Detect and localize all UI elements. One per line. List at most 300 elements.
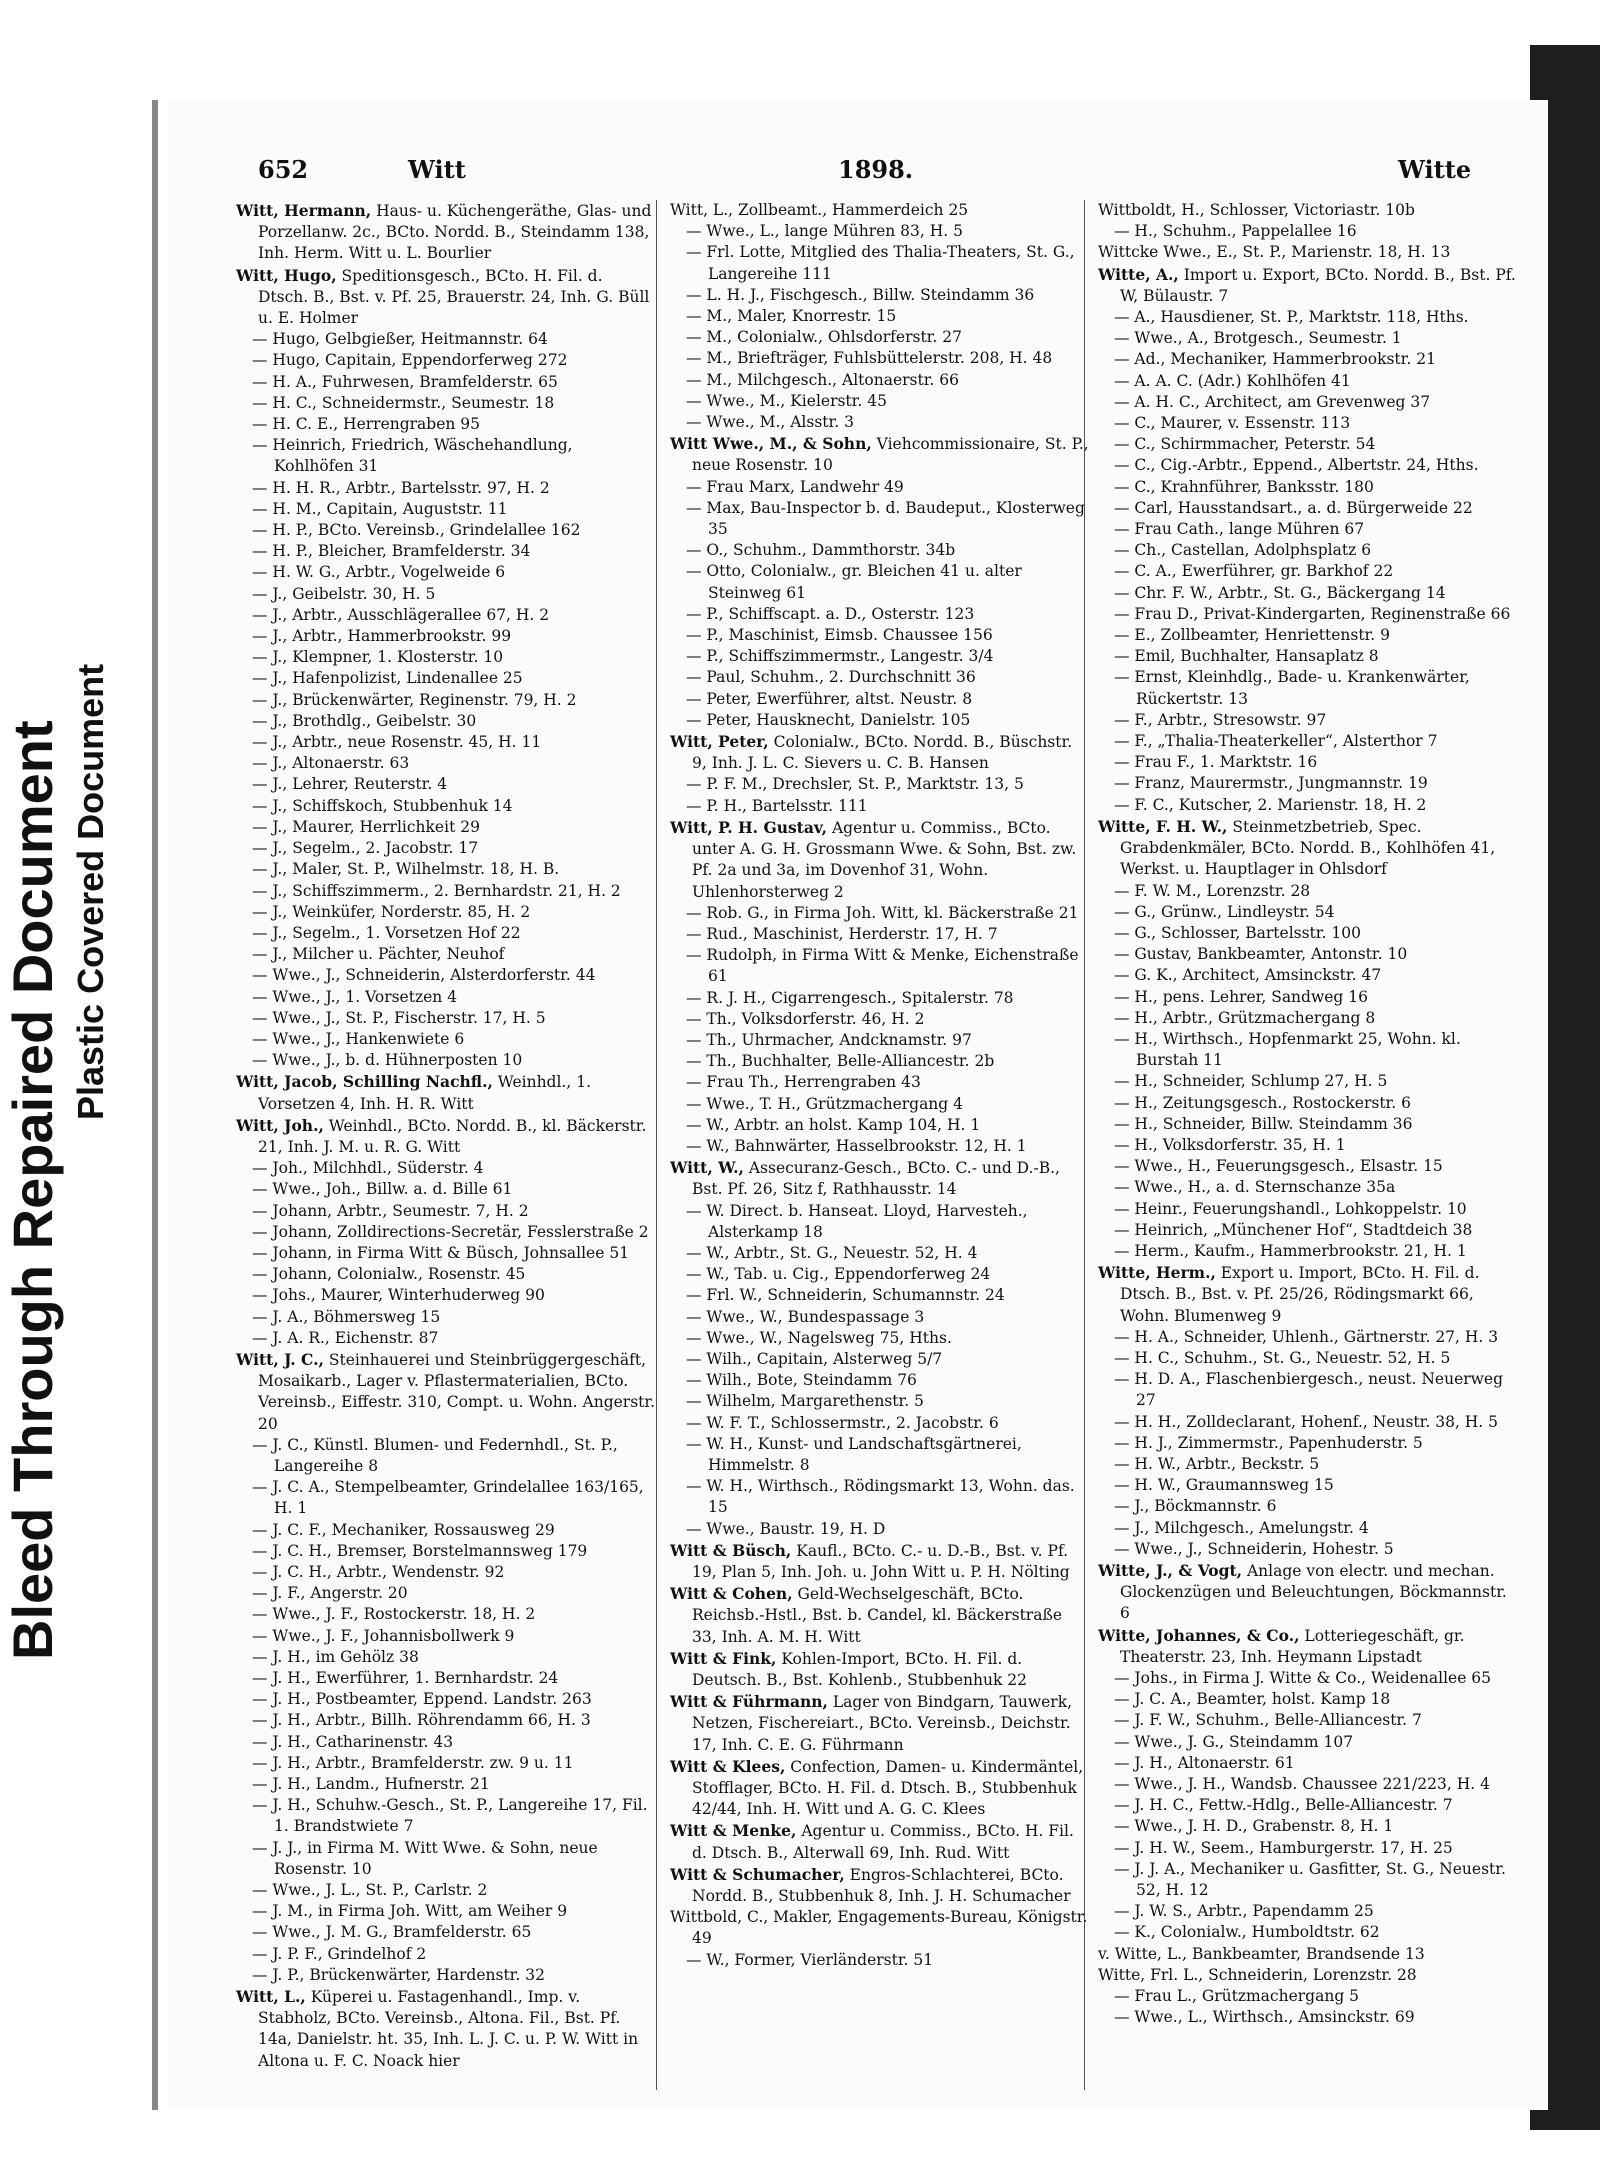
directory-entry — [1098, 371, 1518, 392]
directory-entry — [670, 1157, 1090, 1200]
directory-entry — [236, 520, 656, 541]
entry-text: — Wwe., L., Wirthsch., Amsinckstr. 69 — [1114, 2008, 1415, 2027]
directory-entry — [236, 796, 656, 817]
entry-text: — H. W., Graumannsweg 15 — [1114, 1476, 1334, 1495]
entry-text: — Wwe., T. H., Grützmachergang 4 — [686, 1094, 964, 1113]
directory-entry — [1098, 1732, 1518, 1753]
entry-text: Engros-Schlachterei, BCto. Nordd. B., Stubbenhuk 8, Inh. J. H. Schumacher — [692, 1865, 1071, 1906]
entry-text: — H. P., BCto. Vereinsb., Grindelallee 162 — [252, 521, 581, 540]
directory-entry — [1098, 1071, 1518, 1092]
directory-entry — [236, 753, 656, 774]
directory-entry — [670, 710, 1090, 731]
entry-text: — Peter, Hausknecht, Danielstr. 105 — [686, 710, 971, 729]
directory-entry — [1098, 519, 1518, 540]
entry-text: — Wwe., W., Bundespassage 3 — [686, 1307, 925, 1326]
entry-text: — Wwe., Joh., Billw. a. d. Bille 61 — [252, 1180, 513, 1199]
directory-entry — [236, 435, 656, 477]
directory-entry — [670, 433, 1090, 476]
entry-text: — Rob. G., in Firma Joh. Witt, kl. Bäckerstraße 21 — [686, 903, 1079, 922]
entry-name: Witt Wwe., M., & Sohn, — [670, 434, 872, 454]
directory-entry — [670, 1648, 1090, 1691]
directory-entry — [1098, 1008, 1518, 1029]
entry-text: — G., Schlosser, Bartelsstr. 100 — [1114, 923, 1361, 942]
directory-entry — [670, 1540, 1090, 1583]
entry-text: Assecuranz-Gesch., BCto. C.- und D.-B., Bst. Pf. 26, Sitz f, Rathhausstr. 14 — [692, 1159, 1060, 1199]
directory-entry — [1098, 1177, 1518, 1198]
entry-text: — Rud., Maschinist, Herderstr. 17, H. 7 — [686, 924, 998, 943]
directory-entry — [236, 1774, 656, 1795]
directory-entry — [236, 668, 656, 689]
directory-entry — [1098, 221, 1518, 242]
directory-entry — [670, 1907, 1090, 1949]
directory-entry — [236, 1732, 656, 1753]
entry-text: — Wwe., L., lange Mühren 83, H. 5 — [686, 222, 963, 241]
entry-name: Witte, Herm., — [1098, 1263, 1216, 1283]
entry-text: — W. H., Wirthsch., Rödingsmarkt 13, Wohn. das. 15 — [686, 1477, 1075, 1517]
directory-entry — [236, 902, 656, 923]
directory-entry — [670, 1864, 1090, 1907]
entry-text: — J. H., im Gehölz 38 — [252, 1647, 419, 1666]
directory-entry — [1098, 795, 1518, 816]
directory-entry — [1098, 1433, 1518, 1454]
directory-entry — [670, 689, 1090, 710]
directory-entry — [236, 1349, 656, 1435]
entry-text: Wittboldt, H., Schlosser, Victoriastr. 10b — [1098, 201, 1415, 219]
entry-text: — Johann, in Firma Witt & Büsch, Johnsallee 51 — [252, 1243, 630, 1262]
entry-text: — H. C. E., Herrengraben 95 — [252, 415, 481, 434]
directory-entry — [236, 1050, 656, 1071]
entry-text: — J., Milcher u. Pächter, Neuhof — [252, 945, 505, 964]
directory-entry — [236, 1307, 656, 1328]
entry-text: — Wwe., J. M. G., Bramfelderstr. 65 — [252, 1923, 532, 1942]
entry-text: Viehcommissionaire, St. P., neue Rosenstr. 10 — [692, 435, 1089, 475]
entry-text: — Max, Bau-Inspector b. d. Baudeput., Klosterweg 35 — [686, 498, 1085, 539]
entry-text: — A. H. C., Architect, am Grevenweg 37 — [1114, 392, 1431, 411]
directory-entry — [1098, 2007, 1518, 2028]
directory-entry — [236, 1029, 656, 1050]
directory-entry — [236, 1647, 656, 1668]
directory-entry — [1098, 923, 1518, 944]
entry-text: — F., Arbtr., Stresowstr. 97 — [1114, 710, 1327, 729]
entry-text: — Hugo, Capitain, Eppendorferweg 272 — [252, 351, 568, 370]
directory-entry — [236, 1986, 656, 2072]
directory-entry — [670, 625, 1090, 646]
directory-entry — [1098, 1859, 1518, 1901]
column-1 — [236, 200, 656, 2072]
entry-text: — W., Arbtr., St. G., Neuestr. 52, H. 4 — [686, 1243, 978, 1262]
column-3 — [1098, 200, 1518, 2028]
entry-text: — K., Colonialw., Humboldtstr. 62 — [1114, 1923, 1380, 1942]
right-running-head: Witte — [1398, 155, 1472, 184]
directory-entry — [1098, 242, 1518, 263]
entry-text: — Gustav, Bankbeamter, Antonstr. 10 — [1114, 945, 1408, 964]
directory-entry — [1098, 965, 1518, 986]
directory-entry — [670, 1051, 1090, 1072]
entry-name: Witt, Peter, — [670, 732, 769, 752]
directory-entry — [670, 1115, 1090, 1136]
directory-entry — [236, 987, 656, 1008]
entry-text: — J., Geibelstr. 30, H. 5 — [252, 584, 436, 603]
entry-text: Geld-Wechselgeschäft, BCto. Reichsb.-Hstl., Bst. b. Candel, kl. Bäckerstraße 33, Inh. A. M. H. Witt — [692, 1585, 1062, 1646]
directory-entry — [236, 1071, 656, 1114]
directory-entry — [670, 1307, 1090, 1328]
entry-text: — H., Wirthsch., Hopfenmarkt 25, Wohn. kl. Burstah 11 — [1114, 1029, 1461, 1070]
entry-name: Witt & Schumacher, — [670, 1864, 845, 1884]
entry-text: Witte, Frl. L., Schneiderin, Lorenzstr. 28 — [1098, 1965, 1417, 1984]
entry-text: — Johs., Maurer, Winterhuderweg 90 — [252, 1286, 545, 1305]
directory-entry — [1098, 307, 1518, 328]
directory-entry — [670, 242, 1090, 284]
entry-text: — J. H. C., Fettw.-Hdlg., Belle-Alliancestr. 7 — [1114, 1796, 1453, 1815]
plastic-covered-stamp: Plastic Covered Document — [70, 663, 111, 1120]
directory-entry — [670, 1030, 1090, 1051]
entry-text: — Wwe., J., 1. Vorsetzen 4 — [252, 987, 458, 1006]
directory-entry — [670, 924, 1090, 945]
directory-entry — [236, 1435, 656, 1477]
directory-entry — [236, 329, 656, 350]
directory-entry — [670, 1434, 1090, 1476]
entry-name: Witte, J., & Vogt, — [1098, 1561, 1243, 1580]
entry-text: — H. D. A., Flaschenbiergesch., neust. Neuerweg 27 — [1114, 1370, 1504, 1410]
directory-entry — [236, 1243, 656, 1264]
entry-text: Kohlen-Import, BCto. H. Fil. d. Deutsch. B., Bst. Kohlenb., Stubbenhuk 22 — [692, 1649, 1028, 1690]
entry-text: — Ch., Castellan, Adolphsplatz 6 — [1114, 541, 1372, 560]
directory-entry — [236, 562, 656, 583]
directory-entry — [670, 1583, 1090, 1648]
directory-entry — [1098, 1965, 1518, 1986]
entry-text: — Wwe., M., Alsstr. 3 — [686, 413, 854, 432]
directory-entry — [236, 1838, 656, 1880]
entry-text: — J. C. H., Arbtr., Wendenstr. 92 — [252, 1563, 505, 1581]
entry-text: — J. J. A., Mechaniker u. Gasfitter, St. G., Neuestr. 52, H. 12 — [1114, 1859, 1506, 1900]
directory-entry — [236, 965, 656, 986]
entry-text: — Wwe., J., Schneiderin, Alsterdorferstr. 44 — [252, 966, 596, 985]
entry-text: Kaufl., BCto. C.- u. D.-B., Bst. v. Pf. 19, Plan 5, Inh. Joh. u. John Witt u. P. H. Nölting — [692, 1541, 1070, 1581]
directory-entry — [1098, 625, 1518, 646]
entry-text: — W., Tab. u. Cig., Eppendorferweg 24 — [686, 1265, 991, 1284]
directory-entry — [1098, 434, 1518, 455]
entry-text: — M., Milchgesch., Altonaerstr. 66 — [686, 370, 960, 389]
entry-text: — J., Schiffskoch, Stubbenhuk 14 — [252, 796, 513, 815]
entry-text: — M., Maler, Knorrestr. 15 — [686, 307, 897, 326]
entry-text: — J. H., Arbtr., Bramfelderstr. zw. 9 u. 11 — [252, 1753, 574, 1772]
entry-text: — H., pens. Lehrer, Sandweg 16 — [1114, 987, 1368, 1006]
entry-text: Weinhdl., BCto. Nordd. B., kl. Bäckerstr. 21, Inh. J. M. u. R. G. Witt — [258, 1116, 647, 1156]
directory-entry — [236, 1604, 656, 1625]
entry-text: — J. C. A., Beamter, holst. Kamp 18 — [1114, 1690, 1391, 1709]
directory-entry — [236, 838, 656, 859]
directory-entry — [1098, 752, 1518, 773]
directory-entry — [670, 1756, 1090, 1821]
directory-entry — [236, 1668, 656, 1689]
entry-text: — J., Maurer, Herrlichkeit 29 — [252, 817, 480, 836]
directory-entry — [1098, 646, 1518, 667]
directory-entry — [236, 711, 656, 732]
directory-entry — [670, 1391, 1090, 1412]
entry-text: — R. J. H., Cigarrengesch., Spitalerstr. 78 — [686, 988, 1014, 1007]
entry-text: — H., Schneider, Billw. Steindamm 36 — [1114, 1114, 1413, 1133]
entry-text: — H., Volksdorferstr. 35, H. 1 — [1114, 1135, 1346, 1154]
directory-entry — [1098, 731, 1518, 752]
directory-entry — [236, 647, 656, 668]
directory-entry — [1098, 328, 1518, 349]
directory-entry — [670, 200, 1090, 221]
entry-text: — E., Zollbeamter, Henriettenstr. 9 — [1114, 626, 1390, 645]
entry-text: — Rudolph, in Firma Witt & Menke, Eichenstraße 61 — [686, 946, 1079, 986]
entry-text: — H., Schuhm., Pappelallee 16 — [1114, 222, 1357, 241]
directory-entry — [1098, 1199, 1518, 1220]
repaired-document-stamp: Bleed Through Repaired Document — [1, 720, 64, 1660]
directory-entry — [1098, 1241, 1518, 1262]
entry-text: — J., Milchgesch., Amelungstr. 4 — [1114, 1518, 1369, 1537]
directory-entry — [1098, 1518, 1518, 1539]
directory-entry — [236, 859, 656, 880]
entry-text: — Th., Buchhalter, Belle-Alliancestr. 2b — [686, 1052, 995, 1071]
entry-text: Agentur u. Commiss., BCto. H. Fil. d. Dtsch. B., Alterwall 69, Inh. Rud. Witt — [692, 1822, 1074, 1862]
directory-entry — [236, 1880, 656, 1901]
year-heading: 1898. — [838, 155, 914, 184]
directory-entry — [670, 945, 1090, 987]
entry-text: — Johs., in Firma J. Witte & Co., Weidenallee 65 — [1114, 1669, 1492, 1688]
directory-entry — [670, 1285, 1090, 1306]
entry-text: — W. F. T., Schlossermstr., 2. Jacobstr. 6 — [686, 1413, 999, 1432]
directory-entry — [1098, 1668, 1518, 1689]
entry-text: — A. A. C. (Adr.) Kohlhöfen 41 — [1114, 371, 1351, 390]
entry-text: — J. H., Altonaerstr. 61 — [1114, 1753, 1295, 1772]
entry-text: — H. C., Schneidermstr., Seumestr. 18 — [252, 393, 555, 412]
directory-entry — [1098, 1348, 1518, 1369]
entry-name: Witt & Fink, — [670, 1648, 777, 1668]
entry-text: — C., Schirmmacher, Peterstr. 54 — [1114, 435, 1376, 454]
directory-entry — [236, 1753, 656, 1774]
directory-entry — [670, 285, 1090, 306]
entry-text: — H. A., Schneider, Uhlenh., Gärtnerstr. 27, H. 3 — [1114, 1327, 1499, 1346]
directory-entry — [670, 1072, 1090, 1093]
entry-text: — J. F. W., Schuhm., Belle-Alliancestr. 7 — [1114, 1711, 1422, 1730]
directory-entry — [670, 412, 1090, 433]
directory-entry — [670, 1094, 1090, 1115]
directory-entry — [670, 1009, 1090, 1030]
directory-entry — [1098, 1944, 1518, 1965]
directory-entry — [236, 1965, 656, 1986]
entry-text: — Wwe., J. L., St. P., Carlstr. 2 — [252, 1881, 488, 1900]
entry-text: — W. H., Kunst- und Landschaftsgärtnerei, Himmelstr. 8 — [686, 1434, 1022, 1474]
directory-entry — [670, 1691, 1090, 1756]
directory-entry — [1098, 1625, 1518, 1668]
directory-entry — [1098, 1029, 1518, 1071]
directory-entry — [670, 327, 1090, 348]
entry-text: — G., Grünw., Lindleystr. 54 — [1114, 902, 1335, 921]
entry-text: — J., Klempner, 1. Klosterstr. 10 — [252, 648, 504, 667]
directory-entry — [236, 732, 656, 753]
entry-text: Witt, L., Zollbeamt., Hammerdeich 25 — [670, 201, 969, 219]
page-header — [258, 155, 1472, 191]
directory-entry — [236, 499, 656, 520]
entry-text: — J. H. W., Seem., Hamburgerstr. 17, H. 25 — [1114, 1838, 1453, 1857]
entry-text: — Frau D., Privat-Kindergarten, Reginenstraße 66 — [1114, 604, 1511, 623]
entry-text: — J., Brothdlg., Geibelstr. 30 — [252, 711, 477, 730]
entry-text: — C. A., Ewerführer, gr. Barkhof 22 — [1114, 562, 1394, 581]
directory-entry — [670, 348, 1090, 369]
directory-entry — [670, 731, 1090, 774]
entry-name: Witt & Menke, — [670, 1821, 797, 1841]
directory-entry — [1098, 1816, 1518, 1837]
directory-entry — [236, 1115, 656, 1158]
entry-text: — Otto, Colonialw., gr. Bleichen 41 u. alter Steinweg 61 — [686, 562, 1022, 602]
directory-entry — [670, 370, 1090, 391]
entry-text: Colonialw., BCto. Nordd. B., Büschstr. 9, Inh. J. L. C. Sievers u. C. B. Hansen — [692, 733, 1073, 773]
entry-text: — J., Schiffszimmerm., 2. Bernhardstr. 21, H. 2 — [252, 881, 621, 900]
entry-text: — H. H. R., Arbtr., Bartelsstr. 97, H. 2 — [252, 478, 550, 497]
entry-text: Wittbold, C., Makler, Engagements-Bureau, Königstr. 49 — [670, 1908, 1088, 1948]
directory-entry — [670, 1136, 1090, 1157]
directory-entry — [236, 690, 656, 711]
entry-text: — C., Cig.-Arbtr., Eppend., Albertstr. 24, Hths. — [1114, 456, 1479, 475]
entry-text: — Wilh., Bote, Steindamm 76 — [686, 1371, 917, 1390]
directory-entry — [236, 1264, 656, 1285]
entry-text: — J., Hafenpolizist, Lindenallee 25 — [252, 669, 523, 688]
entry-text: — J. H., Arbtr., Billh. Röhrendamm 66, H. 3 — [252, 1711, 591, 1730]
entry-text: — P., Schiffscapt. a. D., Osterstr. 123 — [686, 604, 975, 623]
entry-text: — J., Weinküfer, Norderstr. 85, H. 2 — [252, 902, 531, 921]
directory-entry — [670, 498, 1090, 540]
directory-entry — [236, 584, 656, 605]
entry-text: — H. J., Zimmermstr., Papenhuderstr. 5 — [1114, 1433, 1423, 1452]
directory-entry — [236, 1583, 656, 1604]
entry-text: — Frl. W., Schneiderin, Schumannstr. 24 — [686, 1286, 1005, 1305]
entry-text: — Wwe., J. F., Rostockerstr. 18, H. 2 — [252, 1605, 536, 1624]
entry-text: — J. A. R., Eichenstr. 87 — [252, 1328, 439, 1347]
entry-name: Witte, F. H. W., — [1098, 816, 1228, 836]
entry-name: Witt & Cohen, — [670, 1584, 793, 1604]
entry-text: — Frau Th., Herrengraben 43 — [686, 1073, 921, 1092]
directory-entry — [1098, 561, 1518, 582]
entry-text: Lotteriegeschäft, gr. Theaterstr. 23, Inh. Heymann Lipstadt — [1120, 1626, 1465, 1666]
directory-entry — [1098, 667, 1518, 709]
entry-text: Haus- u. Küchengeräthe, Glas- und Porzellanw. 2c., BCto. Nordd. B., Steindamm 138, Inh. Herm. Witt u. L. Bourlier — [258, 202, 652, 263]
entry-text: — Heinr., Feuerungshandl., Lohkoppelstr. 10 — [1114, 1199, 1467, 1218]
entry-text: — Chr. F. W., Arbtr., St. G., Bäckergang 14 — [1114, 583, 1446, 602]
directory-entry — [236, 1562, 656, 1583]
directory-entry — [236, 1901, 656, 1922]
directory-entry — [236, 1541, 656, 1562]
directory-entry — [670, 540, 1090, 561]
entry-text: — A., Hausdiener, St. P., Marktstr. 118, Hths. — [1114, 308, 1469, 327]
entry-text: — H. H., Zolldeclarant, Hohenf., Neustr. 38, H. 5 — [1114, 1412, 1499, 1431]
entry-text: v. Witte, L., Bankbeamter, Brandsende 13 — [1098, 1944, 1425, 1963]
entry-text: — Th., Volksdorferstr. 46, H. 2 — [686, 1009, 925, 1028]
entry-text: — J., Böckmannstr. 6 — [1114, 1497, 1277, 1516]
entry-text: Anlage von electr. und mechan. Glockenzügen und Beleuchtungen, Böckmannstr. 6 — [1120, 1562, 1507, 1623]
directory-entry — [1098, 1156, 1518, 1177]
directory-entry — [236, 1201, 656, 1222]
directory-entry — [670, 561, 1090, 603]
entry-text: Steinmetzbetrieb, Spec. Grabdenkmäler, BCto. Nordd. B., Kohlhöfen 41, Werkst. u. Hauptlager in Ohlsdorf — [1120, 817, 1496, 879]
entry-text: — J., Brückenwärter, Reginenstr. 79, H. 2 — [252, 690, 577, 709]
directory-entry — [1098, 1795, 1518, 1816]
entry-text: Weinhdl., 1. Vorsetzen 4, Inh. H. R. Witt — [258, 1073, 591, 1113]
entry-name: Witt, Joh., — [236, 1115, 324, 1135]
entry-text: Agentur u. Commiss., BCto. unter A. G. H. Grossmann Wwe. & Sohn, Bst. zw. Pf. 2a und 3a, im Dovenhof 31, Wohn. Uhlenhorsterweg 2 — [692, 818, 1077, 901]
entry-text: — Frl. Lotte, Mitglied des Thalia-Theaters, St. G., Langereihe 111 — [686, 243, 1075, 283]
directory-entry — [236, 817, 656, 838]
directory-entry — [1098, 1838, 1518, 1859]
entry-text: Wittcke Wwe., E., St. P., Marienstr. 18, H. 13 — [1098, 243, 1451, 262]
directory-entry — [670, 774, 1090, 795]
directory-entry — [1098, 1689, 1518, 1710]
directory-entry — [236, 372, 656, 393]
entry-text: — H. W., Arbtr., Beckstr. 5 — [1114, 1454, 1320, 1473]
directory-entry — [1098, 583, 1518, 604]
entry-text: — Ad., Mechaniker, Hammerbrookstr. 21 — [1114, 350, 1436, 369]
directory-entry — [1098, 710, 1518, 731]
directory-entry — [670, 1328, 1090, 1349]
directory-entry — [670, 1820, 1090, 1863]
entry-text: — H., Arbtr., Grützmachergang 8 — [1114, 1008, 1376, 1027]
directory-entry — [670, 988, 1090, 1009]
directory-entry — [1098, 1114, 1518, 1135]
entry-text: — Wwe., H., a. d. Sternschanze 35a — [1114, 1178, 1396, 1197]
entry-text: — Th., Uhrmacher, Andcknamstr. 97 — [686, 1030, 972, 1049]
directory-entry — [1098, 1710, 1518, 1731]
entry-text: — Frau F., 1. Marktstr. 16 — [1114, 753, 1318, 772]
directory-entry — [236, 414, 656, 435]
directory-entry — [1098, 1135, 1518, 1156]
column-2 — [670, 200, 1090, 1971]
entry-text: — Johann, Colonialw., Rosenstr. 45 — [252, 1265, 526, 1284]
directory-entry — [236, 626, 656, 647]
directory-entry — [1098, 881, 1518, 902]
entry-text: Confection, Damen- u. Kindermäntel, Stofflager, BCto. H. Fil. d. Dtsch. B., Stubbenhuk 42/44, Inh. H. Witt und A. G. C. Klees — [692, 1757, 1084, 1819]
directory-entry — [1098, 1454, 1518, 1475]
entry-text: — Wwe., J., b. d. Hühnerposten 10 — [252, 1051, 523, 1070]
entry-name: Witt, Hugo, — [236, 265, 337, 285]
entry-text: — L. H. J., Fischgesch., Billw. Steindamm 36 — [686, 285, 1035, 304]
entry-text: — Joh., Milchhdl., Süderstr. 4 — [252, 1159, 484, 1178]
entry-text: — H. C., Schuhm., St. G., Neuestr. 52, H. 5 — [1114, 1348, 1451, 1367]
directory-entry — [236, 1689, 656, 1710]
entry-text: — Wwe., J., St. P., Fischerstr. 17, H. 5 — [252, 1008, 546, 1027]
entry-text: — Carl, Hausstandsart., a. d. Bürgerweide 22 — [1114, 498, 1473, 517]
entry-text: — Wwe., M., Kielerstr. 45 — [686, 391, 887, 410]
directory-entry — [236, 393, 656, 414]
directory-entry — [1098, 1475, 1518, 1496]
directory-entry — [1098, 1986, 1518, 2007]
entry-text: — Wwe., H., Feuerungsgesch., Elsastr. 15 — [1114, 1157, 1443, 1176]
directory-entry — [236, 1008, 656, 1029]
directory-entry — [670, 306, 1090, 327]
entry-text: — Frau L., Grützmachergang 5 — [1114, 1987, 1360, 2006]
entry-text: — J. C., Künstl. Blumen- und Federnhdl., St. P., Langereihe 8 — [252, 1435, 618, 1475]
entry-text: — Frau Marx, Landwehr 49 — [686, 477, 904, 496]
entry-text: — Peter, Ewerführer, altst. Neustr. 8 — [686, 689, 973, 708]
directory-entry — [1098, 498, 1518, 519]
entry-text: — Wwe., A., Brotgesch., Seumestr. 1 — [1114, 329, 1402, 348]
entry-text: — J., Maler, St. P., Wilhelmstr. 18, H. B. — [252, 860, 560, 879]
directory-entry — [1098, 1262, 1518, 1327]
entry-text: — J., Segelm., 2. Jacobstr. 17 — [252, 839, 479, 858]
entry-text: — J., Lehrer, Reuterstr. 4 — [252, 775, 448, 794]
directory-entry — [1098, 1922, 1518, 1943]
entry-text: — C., Maurer, v. Essenstr. 113 — [1114, 414, 1351, 433]
entry-text: — Wilh., Capitain, Alsterweg 5/7 — [686, 1349, 943, 1368]
entry-text: — J. H., Ewerführer, 1. Bernhardstr. 24 — [252, 1669, 559, 1688]
directory-entry — [1098, 1901, 1518, 1922]
entry-name: Witt, Jacob, Schilling Nachfl., — [236, 1072, 493, 1092]
directory-entry — [236, 1477, 656, 1519]
entry-text: — F., „Thalia-Theaterkeller“, Alsterthor 7 — [1114, 732, 1438, 751]
directory-entry — [1098, 1369, 1518, 1411]
